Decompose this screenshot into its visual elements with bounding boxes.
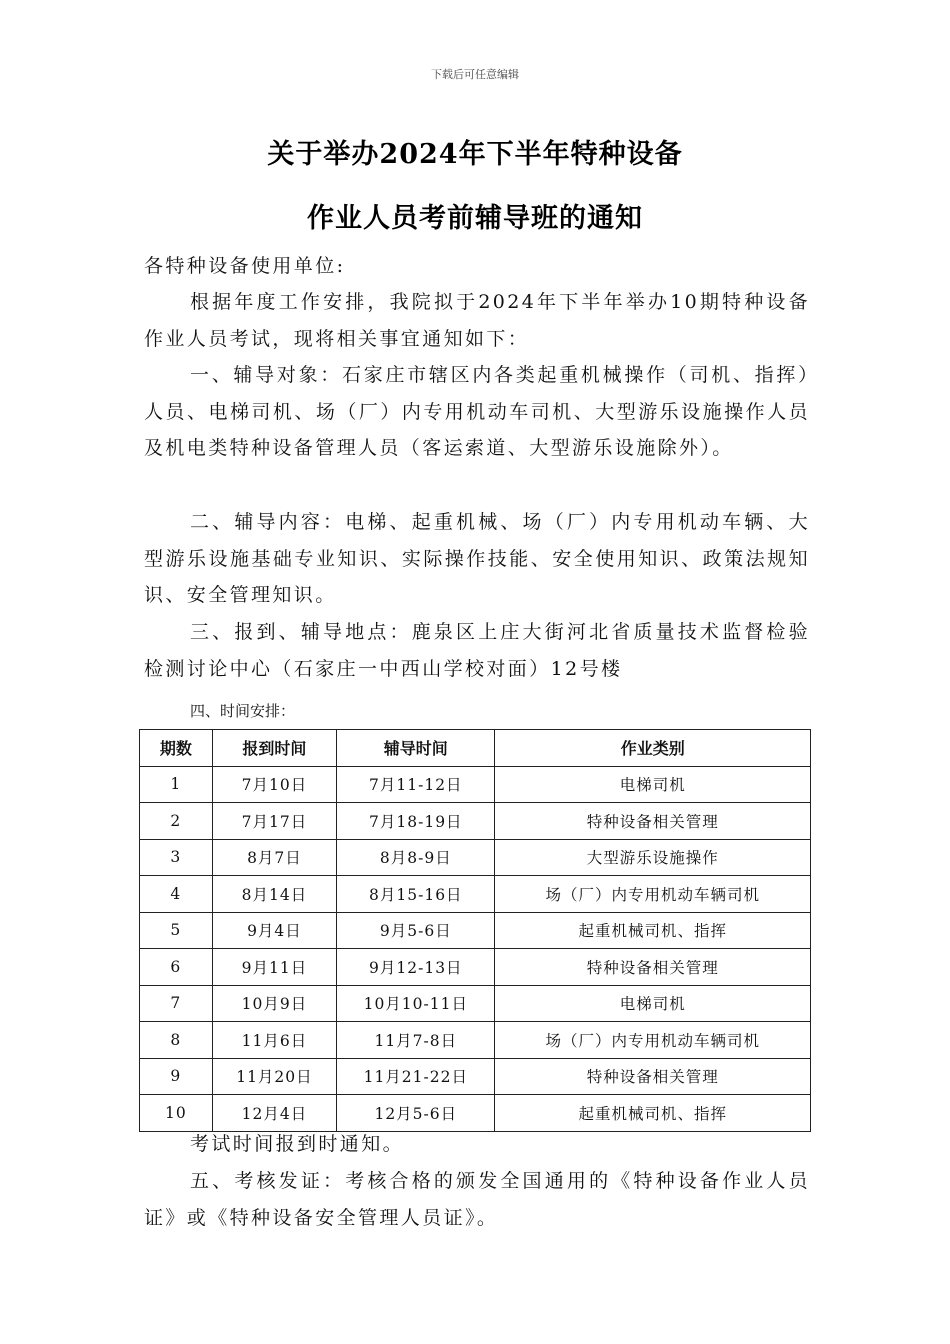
cell-period: 8 [140, 1022, 213, 1059]
cell-period: 1 [140, 766, 213, 803]
table-header-row [140, 730, 811, 767]
cell-training-dates: 8月8-9日 [337, 839, 495, 876]
cell-category: 特种设备相关管理 [495, 1058, 811, 1095]
table-row [140, 876, 811, 913]
table-row [140, 912, 811, 949]
col-header-training-dates: 辅导时间 [337, 730, 495, 767]
cell-report-date: 7月10日 [212, 766, 336, 803]
salutation: 各特种设备使用单位: [144, 255, 346, 277]
table-row [140, 985, 811, 1022]
table-row [140, 949, 811, 986]
section-5-paragraph: 五、考核发证：考核合格的颁发全国通用的《特种设备作业人员证》或《特种设备安全管理人员证》。 [144, 1170, 810, 1229]
col-header-report-date: 报到时间 [212, 730, 336, 767]
cell-period: 3 [140, 839, 213, 876]
cell-report-date: 11月6日 [212, 1022, 336, 1059]
cell-training-dates: 12月5-6日 [337, 1095, 495, 1132]
cell-training-dates: 8月15-16日 [337, 876, 495, 913]
col-header-category: 作业类别 [495, 730, 811, 767]
cell-training-dates: 7月18-19日 [337, 803, 495, 840]
section-1-paragraph: 一、辅导对象：石家庄市辖区内各类起重机械操作（司机、指挥）人员、电梯司机、场（厂）内专用机动车司机、大型游乐设施操作人员及机电类特种设备管理人员（客运索道、大型游乐设施除外）。 [144, 364, 810, 460]
cell-report-date: 9月11日 [212, 949, 336, 986]
cell-period: 5 [140, 912, 213, 949]
cell-category: 电梯司机 [495, 985, 811, 1022]
table-row [140, 1058, 811, 1095]
cell-category: 特种设备相关管理 [495, 949, 811, 986]
exam-note: 考试时间报到时通知。 [190, 1133, 405, 1155]
cell-training-dates: 11月7-8日 [337, 1022, 495, 1059]
cell-period: 9 [140, 1058, 213, 1095]
cell-category: 场（厂）内专用机动车辆司机 [495, 1022, 811, 1059]
cell-training-dates: 7月11-12日 [337, 766, 495, 803]
cell-category: 起重机械司机、指挥 [495, 912, 811, 949]
cell-category: 大型游乐设施操作 [495, 839, 811, 876]
col-header-period: 期数 [140, 730, 213, 767]
cell-period: 2 [140, 803, 213, 840]
intro-paragraph: 根据年度工作安排，我院拟于2024年下半年举办10期特种设备作业人员考试，现将相关事宜通知如下： [144, 291, 810, 350]
cell-period: 10 [140, 1095, 213, 1132]
cell-report-date: 8月14日 [212, 876, 336, 913]
document-title-line2: 作业人员考前辅导班的通知 [307, 203, 643, 234]
schedule-table [139, 729, 811, 1132]
cell-report-date: 10月9日 [212, 985, 336, 1022]
section-2-paragraph: 二、辅导内容：电梯、起重机械、场（厂）内专用机动车辆、大型游乐设施基础专业知识、实际操作技能、安全使用知识、政策法规知识、安全管理知识。 [144, 511, 810, 607]
cell-report-date: 7月17日 [212, 803, 336, 840]
cell-period: 6 [140, 949, 213, 986]
cell-period: 4 [140, 876, 213, 913]
table-row [140, 803, 811, 840]
header-note: 下载后可任意编辑 [431, 68, 519, 81]
cell-category: 场（厂）内专用机动车辆司机 [495, 876, 811, 913]
cell-category: 起重机械司机、指挥 [495, 1095, 811, 1132]
section-4-heading: 四、时间安排： [190, 702, 296, 720]
cell-report-date: 8月7日 [212, 839, 336, 876]
cell-training-dates: 11月21-22日 [337, 1058, 495, 1095]
table-row [140, 766, 811, 803]
cell-period: 7 [140, 985, 213, 1022]
cell-training-dates: 10月10-11日 [337, 985, 495, 1022]
cell-training-dates: 9月12-13日 [337, 949, 495, 986]
cell-report-date: 9月4日 [212, 912, 336, 949]
cell-report-date: 12月4日 [212, 1095, 336, 1132]
cell-category: 电梯司机 [495, 766, 811, 803]
cell-training-dates: 9月5-6日 [337, 912, 495, 949]
table-row [140, 839, 811, 876]
cell-category: 特种设备相关管理 [495, 803, 811, 840]
section-3-paragraph: 三、报到、辅导地点：鹿泉区上庄大街河北省质量技术监督检验检测讨论中心（石家庄一中西山学校对面）12号楼 [144, 621, 810, 680]
cell-report-date: 11月20日 [212, 1058, 336, 1095]
document-title-line1: 关于举办2024年下半年特种设备 [267, 139, 683, 170]
table-row [140, 1022, 811, 1059]
